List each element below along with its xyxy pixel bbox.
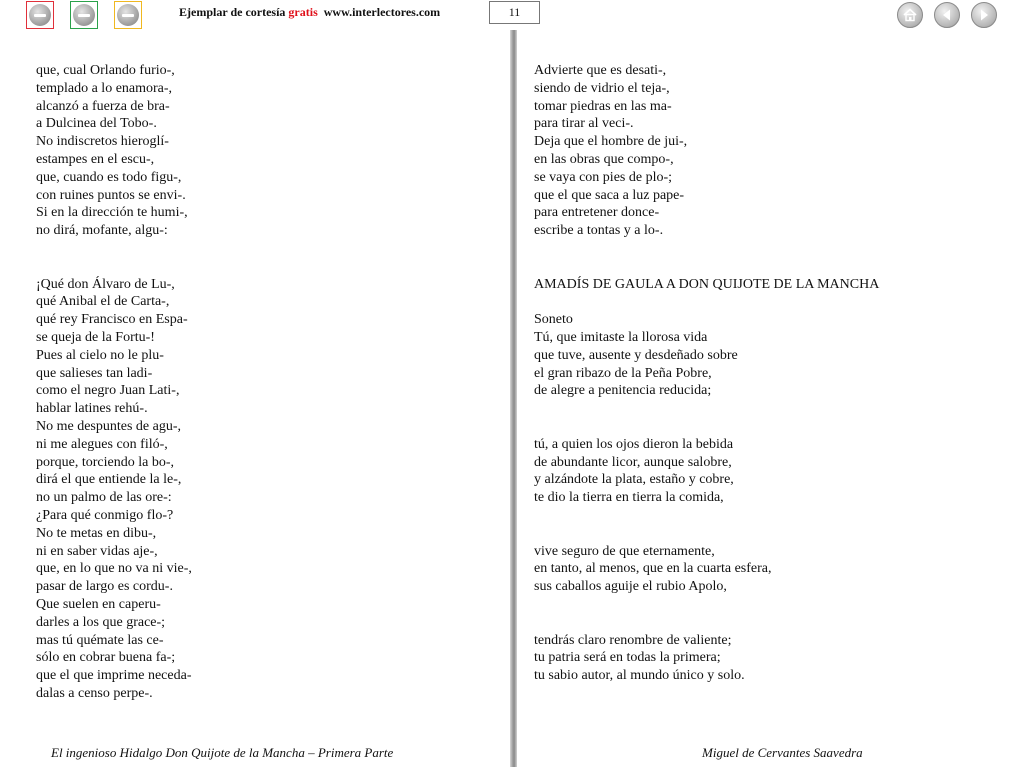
stanza-gap bbox=[534, 293, 1004, 311]
sonnet-line: que tuve, ausente y desdeñado sobre bbox=[534, 347, 738, 363]
stanza-gap bbox=[534, 614, 1004, 632]
stanza-gap bbox=[534, 525, 1004, 543]
verse-line: porque, torciendo la bo-, bbox=[36, 454, 175, 470]
stanza-gap bbox=[36, 240, 496, 258]
stanza-gap bbox=[534, 258, 1004, 276]
courtesy-notice bbox=[179, 5, 440, 20]
website-link[interactable]: www.interlectores.com bbox=[323, 5, 441, 19]
verse-line: ni en saber vidas aje-, bbox=[36, 543, 158, 559]
verse-line: qué rey Francisco en Espa- bbox=[36, 312, 188, 328]
stanza-gap bbox=[534, 507, 1004, 525]
verse-line: no un palmo de las ore-: bbox=[36, 490, 172, 506]
verse-line: ni me alegues con filó-, bbox=[36, 436, 168, 452]
verse-line: que el que imprime neceda- bbox=[36, 668, 192, 684]
sonnet-line: te dio la tierra en tierra la comida, bbox=[534, 490, 724, 506]
verse-line: estampes en el escu-, bbox=[36, 151, 155, 167]
verse-line: se vaya con pies de plo-; bbox=[534, 169, 673, 185]
sonnet-line: vive seguro de que eternamente, bbox=[534, 543, 715, 559]
sonnet-line: Tú, que imitaste la llorosa vida bbox=[534, 329, 708, 345]
previous-page-button[interactable] bbox=[934, 2, 960, 28]
verse-line: alcanzó a fuerza de bra- bbox=[36, 98, 170, 114]
verse-line: que, cuando es todo figu-, bbox=[36, 169, 182, 185]
verse-line: Deja que el hombre de jui-, bbox=[534, 134, 688, 150]
verse-line: mas tú quémate las ce- bbox=[36, 632, 164, 648]
book-spine bbox=[510, 30, 517, 767]
sonnet-line: en tanto, al menos, que en la cuarta esfera, bbox=[534, 561, 772, 577]
sonnet-line: tu patria será en todas la primera; bbox=[534, 650, 721, 666]
verse-line: templado a lo enamora-, bbox=[36, 80, 173, 96]
left-page-text bbox=[36, 62, 496, 703]
verse-line: pasar de largo es cordu-. bbox=[36, 579, 173, 595]
stanza-gap bbox=[534, 596, 1004, 614]
verse-line: Advierte que es desati-, bbox=[534, 63, 667, 78]
previous-page-icon bbox=[939, 7, 955, 23]
verse-line: tomar piedras en las ma- bbox=[534, 98, 672, 114]
sonnet-line: tú, a quien los ojos dieron la bebida bbox=[534, 436, 734, 452]
sonnet-line: de alegre a penitencia reducida; bbox=[534, 383, 712, 399]
page-number-field[interactable]: 11 bbox=[489, 1, 540, 24]
verse-line: se queja de la Fortu-! bbox=[36, 329, 155, 345]
sonnet-line: tu sabio autor, al mundo único y solo. bbox=[534, 668, 745, 684]
verse-line: sólo en cobrar buena fa-; bbox=[36, 650, 176, 666]
zoom-out-icon bbox=[117, 4, 139, 26]
footer-book-title: El ingenioso Hidalgo Don Quijote de la Mancha – Primera Parte bbox=[51, 745, 394, 760]
verse-line: escribe a tontas y a lo-. bbox=[534, 223, 664, 239]
verse-line: que, cual Orlando furio-, bbox=[36, 63, 175, 78]
stanza-gap bbox=[534, 400, 1004, 418]
stanza-gap bbox=[534, 240, 1004, 258]
verse-line: que, en lo que no va ni vie-, bbox=[36, 561, 192, 577]
sonnet-line: el gran ribazo de la Peña Pobre, bbox=[534, 365, 712, 381]
toolbar bbox=[0, 0, 1023, 30]
verse-line: a Dulcinea del Tobo-. bbox=[36, 116, 157, 132]
verse-line: no dirá, mofante, algu-: bbox=[36, 223, 168, 239]
sonnet-line: sus caballos aguije el rubio Apolo, bbox=[534, 579, 727, 595]
verse-line: ¿Para qué conmigo flo-? bbox=[36, 507, 174, 523]
verse-line: que el que saca a luz pape- bbox=[534, 187, 685, 203]
zoom-out-icon bbox=[73, 4, 95, 26]
verse-line: qué Anibal el de Carta-, bbox=[36, 294, 170, 310]
verse-line: No te metas en dibu-, bbox=[36, 525, 157, 541]
footer-author: Miguel de Cervantes Saavedra bbox=[702, 745, 863, 760]
verse-line: como el negro Juan Lati-, bbox=[36, 383, 180, 399]
zoom-button-green[interactable] bbox=[70, 1, 98, 29]
verse-line: No indiscretos hieroglí- bbox=[36, 134, 169, 150]
poem-subheading: Soneto bbox=[534, 312, 573, 328]
stanza-gap bbox=[534, 418, 1004, 436]
poem-heading: AMADÍS DE GAULA A DON QUIJOTE DE LA MANCHA bbox=[534, 276, 880, 292]
zoom-button-red[interactable] bbox=[26, 1, 54, 29]
home-icon bbox=[902, 7, 918, 23]
right-page-text bbox=[534, 62, 1004, 685]
verse-line: dalas a censo perpe-. bbox=[36, 685, 153, 701]
verse-line: darles a los que grace-; bbox=[36, 614, 166, 630]
verse-line: No me despuntes de agu-, bbox=[36, 418, 182, 434]
next-page-icon bbox=[976, 7, 992, 23]
next-page-button[interactable] bbox=[971, 2, 997, 28]
verse-line: Que suelen en caperu- bbox=[36, 596, 161, 612]
zoom-button-yellow[interactable] bbox=[114, 1, 142, 29]
courtesy-prefix: Ejemplar de cortesía bbox=[179, 5, 286, 19]
verse-line: Si en la dirección te humi-, bbox=[36, 205, 188, 221]
sonnet-line: tendrás claro renombre de valiente; bbox=[534, 632, 732, 648]
verse-line: con ruines puntos se envi-. bbox=[36, 187, 186, 203]
zoom-out-icon bbox=[29, 4, 51, 26]
verse-line: ¡Qué don Álvaro de Lu-, bbox=[36, 276, 175, 292]
verse-line: Pues al cielo no le plu- bbox=[36, 347, 164, 363]
sonnet-line: y alzándote la plata, estaño y cobre, bbox=[534, 472, 734, 488]
verse-line: para entretener donce- bbox=[534, 205, 660, 221]
courtesy-highlight: gratis bbox=[288, 5, 318, 19]
verse-line: que salieses tan ladi- bbox=[36, 365, 153, 381]
verse-line: dirá el que entiende la le-, bbox=[36, 472, 182, 488]
stanza-gap bbox=[36, 258, 496, 276]
home-button[interactable] bbox=[897, 2, 923, 28]
sonnet-line: de abundante licor, aunque salobre, bbox=[534, 454, 732, 470]
verse-line: en las obras que compo-, bbox=[534, 151, 674, 167]
verse-line: siendo de vidrio el teja-, bbox=[534, 80, 670, 96]
verse-line: para tirar al veci-. bbox=[534, 116, 634, 132]
verse-line: hablar latines rehú-. bbox=[36, 401, 148, 417]
